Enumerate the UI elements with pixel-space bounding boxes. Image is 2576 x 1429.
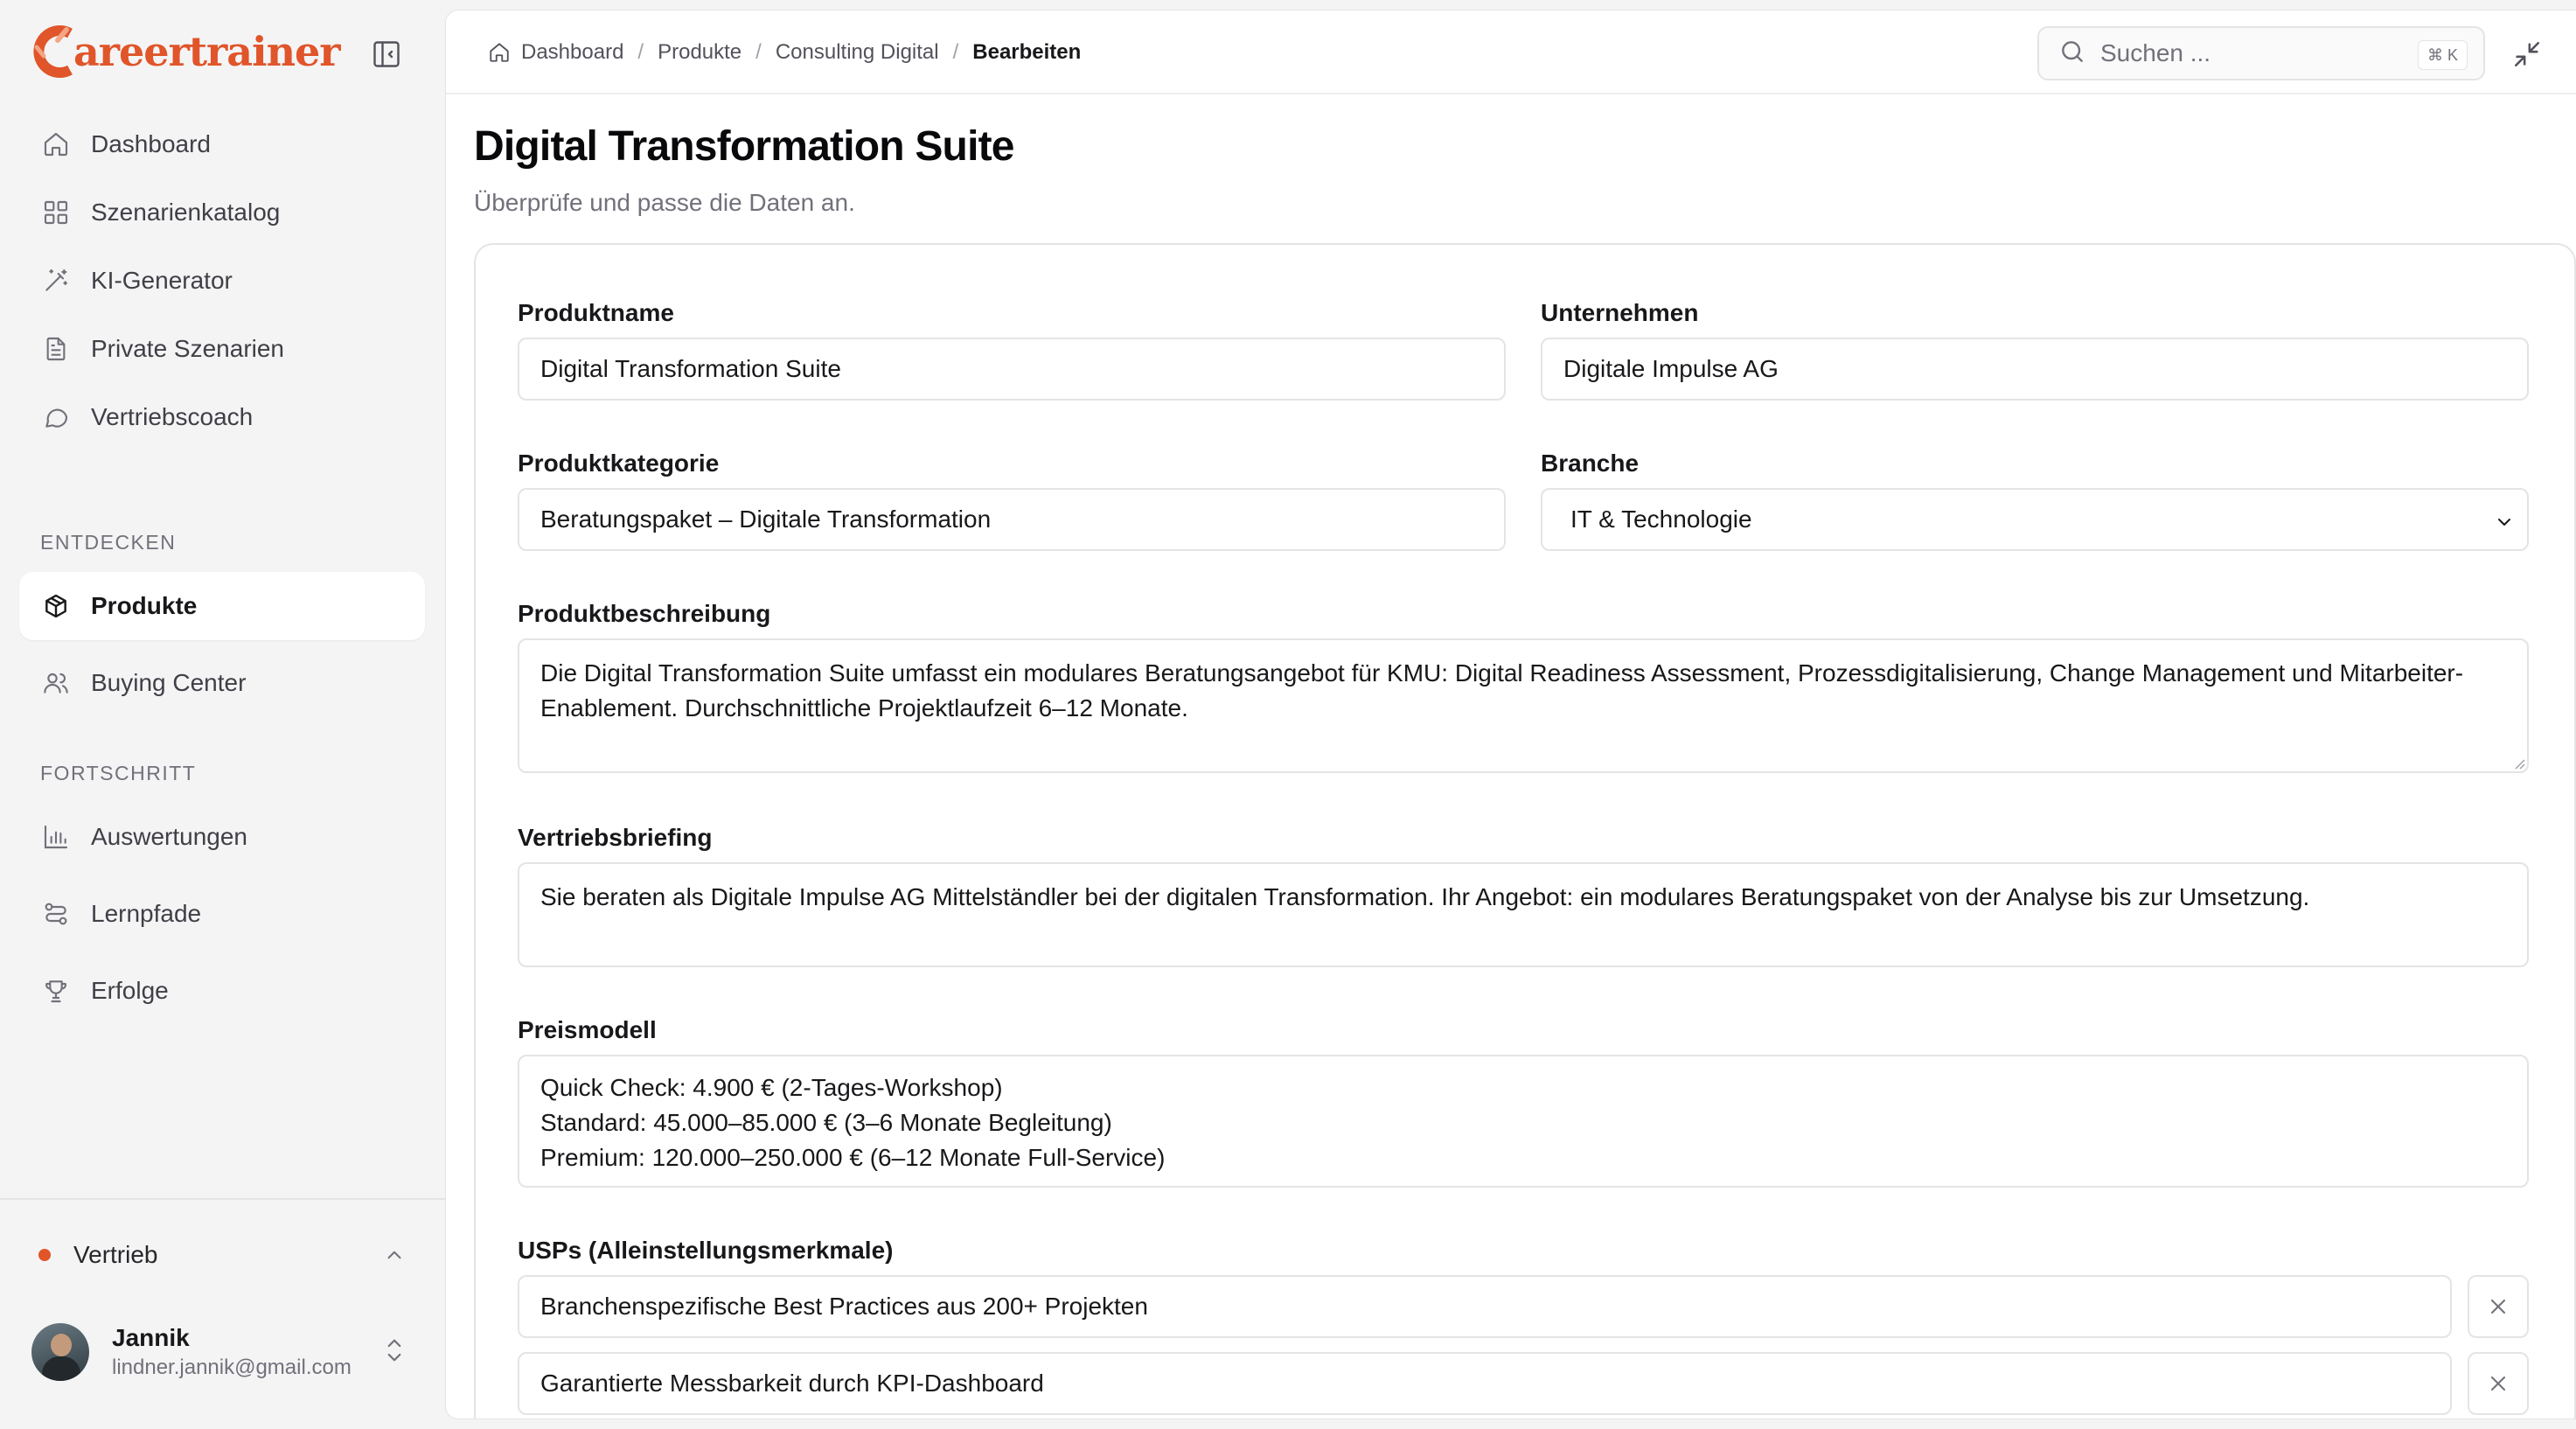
shortcut-badge: ⌘ K (2418, 40, 2468, 70)
sidebar-item-lernpfade[interactable] (19, 880, 425, 948)
usp-input[interactable] (518, 1275, 2452, 1338)
sidebar-item-auswertungen[interactable] (19, 803, 425, 871)
status-dot-icon (38, 1249, 51, 1261)
home-icon[interactable] (488, 41, 511, 64)
chat-bubble-icon (40, 401, 72, 433)
company-label: Unternehmen (1541, 299, 1699, 326)
minimize-arrows-icon (2512, 39, 2542, 69)
breadcrumb-link-dashboard[interactable]: Dashboard (521, 40, 624, 64)
grid-icon (40, 197, 72, 228)
chevron-down-icon (2494, 511, 2515, 539)
logo-mark-icon (31, 21, 80, 82)
remove-usp-button[interactable] (2468, 1275, 2529, 1338)
home-icon (40, 129, 72, 160)
search-icon (2058, 38, 2086, 70)
usps-label: USPs (Alleinstellungsmerkmale) (518, 1237, 894, 1264)
industry-select[interactable] (1541, 488, 2529, 551)
bar-chart-icon (40, 821, 72, 853)
sidebar-divider (0, 1198, 446, 1200)
chevron-up-icon (383, 1244, 406, 1272)
users-icon (40, 667, 72, 699)
sidebar-item-label: Private Szenarien (91, 335, 285, 362)
sidebar-item-szenarienkatalog[interactable] (19, 178, 425, 247)
description-textarea[interactable] (518, 638, 2529, 773)
progress-nav (19, 803, 425, 1025)
breadcrumb-separator: / (755, 40, 762, 64)
team-name: Vertrieb (73, 1241, 158, 1268)
breadcrumb-current: Bearbeiten (972, 40, 1082, 64)
top-bar (446, 10, 2576, 94)
magic-wand-icon (40, 265, 72, 296)
discover-nav (19, 572, 425, 717)
breadcrumb-separator: / (952, 40, 959, 64)
sidebar (0, 0, 446, 1429)
breadcrumb-link-product[interactable]: Consulting Digital (775, 40, 939, 64)
user-menu[interactable] (19, 1308, 425, 1396)
description-label: Produktbeschreibung (518, 600, 771, 627)
minimize-button[interactable] (2506, 33, 2548, 75)
user-name: Jannik (112, 1324, 190, 1351)
page-title: Digital Transformation Suite (474, 123, 1014, 170)
search-input[interactable] (2037, 26, 2485, 80)
briefing-label: Vertriebsbriefing (518, 824, 713, 851)
user-email: lindner.jannik@gmail.com (112, 1356, 352, 1379)
chevrons-up-down-icon (381, 1335, 407, 1370)
company-input[interactable] (1541, 338, 2529, 401)
nav-section-progress (19, 756, 425, 791)
sidebar-item-erfolge[interactable] (19, 957, 425, 1025)
industry-selected-value: IT & Technologie (1570, 505, 1752, 533)
sidebar-toggle-button[interactable] (367, 35, 406, 73)
page-subtitle: Überprüfe und passe die Daten an. (474, 189, 855, 216)
usp-input[interactable] (518, 1352, 2452, 1415)
product-name-input[interactable] (518, 338, 1506, 401)
sidebar-item-label: Szenarienkatalog (91, 199, 281, 226)
main-nav (19, 110, 425, 451)
category-label: Produktkategorie (518, 450, 720, 477)
remove-usp-button[interactable] (2468, 1352, 2529, 1415)
brand-name: areertrainer (73, 28, 340, 75)
sidebar-item-produkte[interactable] (19, 572, 425, 640)
sidebar-item-label: Buying Center (91, 669, 247, 696)
sidebar-item-label: Dashboard (91, 130, 211, 157)
package-icon (40, 590, 72, 622)
briefing-textarea[interactable] (518, 862, 2529, 967)
sidebar-item-vertriebscoach[interactable] (19, 383, 425, 451)
document-icon (40, 333, 72, 365)
product-form (474, 243, 2576, 1419)
sidebar-item-label: Lernpfade (91, 900, 202, 927)
sidebar-item-dashboard[interactable] (19, 110, 425, 178)
sidebar-item-label: Produkte (91, 592, 198, 619)
route-icon (40, 898, 72, 930)
trophy-icon (40, 975, 72, 1007)
category-input[interactable] (518, 488, 1506, 551)
pricing-textarea[interactable] (518, 1055, 2529, 1188)
sidebar-item-label: Vertriebscoach (91, 403, 254, 430)
breadcrumb-separator: / (637, 40, 644, 64)
breadcrumb (488, 10, 1081, 94)
resize-handle-icon[interactable] (2513, 757, 2525, 774)
sidebar-item-label: Auswertungen (91, 823, 248, 850)
sidebar-item-label: Erfolge (91, 977, 169, 1004)
search-placeholder: Suchen ... (2100, 39, 2211, 66)
sidebar-item-ki-generator[interactable] (19, 247, 425, 315)
main-content (446, 10, 2576, 1419)
brand-logo[interactable] (31, 21, 340, 82)
sidebar-item-buying-center[interactable] (19, 649, 425, 717)
close-icon (2486, 1371, 2510, 1396)
product-name-label: Produktname (518, 299, 674, 326)
team-switcher[interactable] (19, 1224, 425, 1286)
sidebar-item-label: KI-Generator (91, 267, 233, 294)
section-heading: FORTSCHRITT (40, 761, 197, 784)
pricing-label: Preismodell (518, 1016, 657, 1043)
sidebar-item-private-szenarien[interactable] (19, 315, 425, 383)
nav-section-discover (19, 525, 425, 560)
close-icon (2486, 1294, 2510, 1319)
avatar (31, 1323, 89, 1381)
breadcrumb-link-produkte[interactable]: Produkte (658, 40, 742, 64)
industry-label: Branche (1541, 450, 1640, 477)
section-heading: ENTDECKEN (40, 530, 177, 554)
sidebar-collapse-icon (371, 38, 402, 70)
